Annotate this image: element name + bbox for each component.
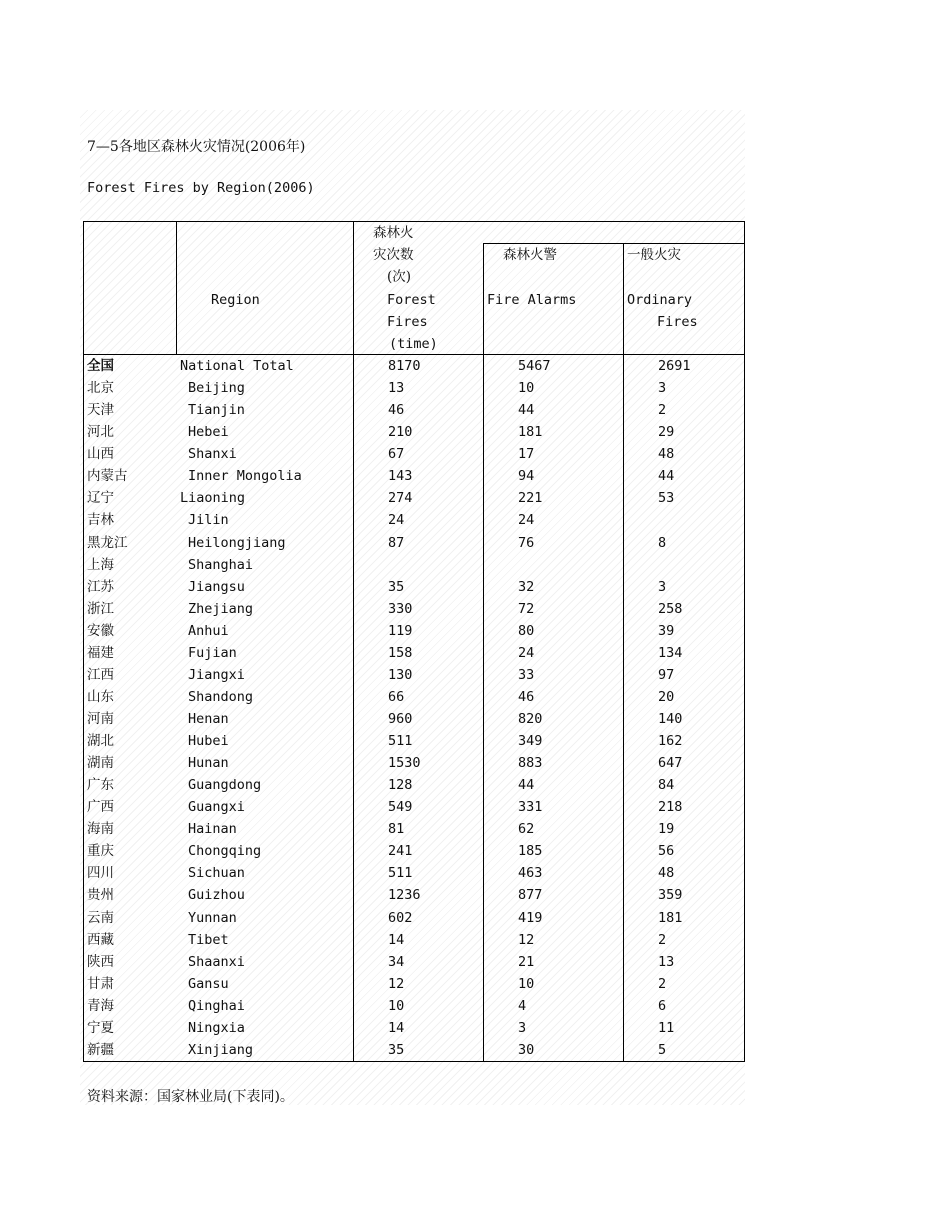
ordinary-fires-value: 258 xyxy=(658,600,683,617)
fire-alarms-value: 181 xyxy=(518,424,543,441)
table-row xyxy=(0,554,950,576)
table-row xyxy=(0,818,950,840)
region-name-english: Shanxi xyxy=(188,446,237,463)
region-name-english: Chongqing xyxy=(188,843,262,860)
region-name-chinese: 湖北 xyxy=(87,733,114,749)
table-row xyxy=(0,1039,950,1061)
ordinary-fires-value: 2691 xyxy=(658,358,691,374)
region-name-chinese: 天津 xyxy=(87,402,114,419)
table-title-chinese: 7—5各地区森林火灾情况(2006年) xyxy=(87,139,306,155)
table-row xyxy=(0,642,950,664)
ordinary-fires-value: 162 xyxy=(658,733,683,749)
region-name-chinese: 江苏 xyxy=(87,578,114,595)
forest-fires-value: 24 xyxy=(388,512,405,529)
ordinary-fires-value: 53 xyxy=(658,490,675,507)
region-name-english: Hubei xyxy=(188,733,229,749)
forest-fires-value: 81 xyxy=(388,821,405,838)
fire-alarms-value: 463 xyxy=(518,865,543,882)
header-ordinary-fires-cn: 一般火灾 xyxy=(627,247,681,263)
forest-fires-value: 35 xyxy=(388,578,405,595)
table-row xyxy=(0,532,950,554)
region-name-english: Yunnan xyxy=(188,909,237,926)
forest-fires-value: 960 xyxy=(388,711,413,727)
header-ordinary-fires-en-1: Ordinary xyxy=(627,292,693,308)
fire-alarms-value: 12 xyxy=(518,931,535,948)
fire-alarms-value: 30 xyxy=(518,1041,535,1058)
header-forest-fires-en-2: Fires xyxy=(387,314,428,330)
region-name-english: Guangdong xyxy=(188,777,262,794)
region-name-chinese: 内蒙古 xyxy=(87,468,128,485)
ordinary-fires-value: 20 xyxy=(658,688,675,705)
region-name-chinese: 福建 xyxy=(87,644,114,661)
region-name-english: Anhui xyxy=(188,622,229,639)
ordinary-fires-value: 181 xyxy=(658,909,683,926)
region-name-english: National Total xyxy=(180,358,294,374)
forest-fires-value: 87 xyxy=(388,534,405,551)
table-row xyxy=(0,907,950,929)
region-name-chinese: 浙江 xyxy=(87,600,114,617)
forest-fires-value: 14 xyxy=(388,931,405,948)
table-row xyxy=(0,796,950,818)
region-name-chinese: 重庆 xyxy=(87,843,114,860)
ordinary-fires-value: 218 xyxy=(658,799,683,816)
ordinary-fires-value: 359 xyxy=(658,887,683,904)
region-name-chinese: 青海 xyxy=(87,997,114,1014)
region-name-chinese: 新疆 xyxy=(87,1041,114,1058)
region-name-english: Jiangxi xyxy=(188,666,245,683)
forest-fires-value: 143 xyxy=(388,468,413,485)
table-row xyxy=(0,840,950,862)
region-name-english: Gansu xyxy=(188,975,229,992)
fire-alarms-value: 877 xyxy=(518,887,543,904)
table-row xyxy=(0,752,950,774)
fire-alarms-value: 33 xyxy=(518,666,535,683)
table-row xyxy=(0,664,950,686)
region-name-english: Jilin xyxy=(188,512,229,529)
forest-fires-value: 119 xyxy=(388,622,413,639)
ordinary-fires-value: 8 xyxy=(658,534,667,551)
forest-fires-value: 130 xyxy=(388,666,413,683)
ordinary-fires-value: 29 xyxy=(658,424,675,441)
table-row xyxy=(0,576,950,598)
header-forest-fires-en-1: Forest xyxy=(387,292,436,308)
table-row xyxy=(0,487,950,509)
region-name-chinese: 辽宁 xyxy=(87,490,114,507)
source-note: 资料来源：国家林业局(下表同)。 xyxy=(87,1089,294,1105)
forest-fires-value: 1530 xyxy=(388,755,421,772)
region-name-chinese: 江西 xyxy=(87,666,114,683)
table-row xyxy=(0,443,950,465)
header-fire-alarms-cn: 森林火警 xyxy=(503,247,557,263)
ordinary-fires-value: 11 xyxy=(658,1019,675,1036)
forest-fires-value: 511 xyxy=(388,733,413,749)
table-row xyxy=(0,377,950,399)
header-forest-fires-cn-1: 森林火 xyxy=(373,225,414,241)
region-name-chinese: 吉林 xyxy=(87,512,114,529)
header-region: Region xyxy=(211,292,260,308)
table-row xyxy=(0,620,950,642)
region-name-english: Jiangsu xyxy=(188,578,245,595)
region-name-chinese: 山东 xyxy=(87,688,114,705)
ordinary-fires-value: 2 xyxy=(658,402,667,419)
fire-alarms-value: 820 xyxy=(518,711,543,727)
region-name-english: Henan xyxy=(188,711,229,727)
ordinary-fires-value: 2 xyxy=(658,975,667,992)
header-forest-fires-en-3: (time) xyxy=(389,336,438,352)
fire-alarms-value: 80 xyxy=(518,622,535,639)
fire-alarms-value: 883 xyxy=(518,755,543,772)
table-row xyxy=(0,929,950,951)
region-name-chinese: 宁夏 xyxy=(87,1019,114,1036)
ordinary-fires-value: 84 xyxy=(658,777,675,794)
ordinary-fires-value: 48 xyxy=(658,446,675,463)
forest-fires-value: 8170 xyxy=(388,358,421,374)
forest-fires-value: 549 xyxy=(388,799,413,816)
ordinary-fires-value: 44 xyxy=(658,468,675,485)
forest-fires-value: 330 xyxy=(388,600,413,617)
ordinary-fires-value: 3 xyxy=(658,578,667,595)
forest-fires-value: 158 xyxy=(388,644,413,661)
region-name-english: Hunan xyxy=(188,755,229,772)
region-name-english: Qinghai xyxy=(188,997,245,1014)
region-name-chinese: 山西 xyxy=(87,446,114,463)
region-name-chinese: 河北 xyxy=(87,424,114,441)
forest-fires-value: 12 xyxy=(388,975,405,992)
fire-alarms-value: 5467 xyxy=(518,358,551,374)
region-name-chinese: 广东 xyxy=(87,777,114,794)
ordinary-fires-value: 13 xyxy=(658,953,675,970)
region-name-chinese: 广西 xyxy=(87,799,114,816)
fire-alarms-value: 10 xyxy=(518,380,535,397)
fire-alarms-value: 4 xyxy=(518,997,527,1014)
ordinary-fires-value: 5 xyxy=(658,1041,667,1058)
table-row xyxy=(0,399,950,421)
region-name-chinese: 湖南 xyxy=(87,755,114,772)
region-name-chinese: 安徽 xyxy=(87,622,114,639)
region-name-english: Ningxia xyxy=(188,1019,245,1036)
region-name-english: Guangxi xyxy=(188,799,245,816)
fire-alarms-value: 10 xyxy=(518,975,535,992)
ordinary-fires-value: 19 xyxy=(658,821,675,838)
region-name-chinese: 黑龙江 xyxy=(87,534,128,551)
table-row xyxy=(0,598,950,620)
region-name-english: Tianjin xyxy=(188,402,245,419)
region-name-chinese: 陕西 xyxy=(87,953,114,970)
forest-fires-value: 511 xyxy=(388,865,413,882)
region-name-english: Shanghai xyxy=(188,556,254,573)
forest-fires-value: 46 xyxy=(388,402,405,419)
region-name-chinese: 四川 xyxy=(87,865,114,882)
table-row xyxy=(0,862,950,884)
ordinary-fires-value: 56 xyxy=(658,843,675,860)
forest-fires-value: 34 xyxy=(388,953,405,970)
fire-alarms-value: 32 xyxy=(518,578,535,595)
ordinary-fires-value: 97 xyxy=(658,666,675,683)
ordinary-fires-value: 3 xyxy=(658,380,667,397)
fire-alarms-value: 76 xyxy=(518,534,535,551)
ordinary-fires-value: 48 xyxy=(658,865,675,882)
header-fire-alarms-en: Fire Alarms xyxy=(487,292,577,308)
fire-alarms-value: 331 xyxy=(518,799,543,816)
fire-alarms-value: 349 xyxy=(518,733,543,749)
fire-alarms-value: 185 xyxy=(518,843,543,860)
forest-fires-value: 274 xyxy=(388,490,413,507)
region-name-english: Shaanxi xyxy=(188,953,245,970)
region-name-english: Guizhou xyxy=(188,887,245,904)
ordinary-fires-value: 140 xyxy=(658,711,683,727)
table-row xyxy=(0,686,950,708)
region-name-english: Fujian xyxy=(188,644,237,661)
fire-alarms-value: 21 xyxy=(518,953,535,970)
region-name-english: Hebei xyxy=(188,424,229,441)
fire-alarms-value: 17 xyxy=(518,446,535,463)
ordinary-fires-value: 6 xyxy=(658,997,667,1014)
table-row xyxy=(0,509,950,531)
region-name-english: Heilongjiang xyxy=(188,534,286,551)
table-row xyxy=(0,995,950,1017)
fire-alarms-value: 94 xyxy=(518,468,535,485)
region-name-english: Sichuan xyxy=(188,865,245,882)
region-name-english: Beijing xyxy=(188,380,245,397)
table-row xyxy=(0,421,950,443)
forest-fires-value: 1236 xyxy=(388,887,421,904)
table-title-english: Forest Fires by Region(2006) xyxy=(87,180,315,196)
forest-fires-value: 66 xyxy=(388,688,405,705)
region-name-english: Shandong xyxy=(188,688,254,705)
forest-fires-value: 602 xyxy=(388,909,413,926)
fire-alarms-value: 46 xyxy=(518,688,535,705)
forest-fires-value: 35 xyxy=(388,1041,405,1058)
region-name-chinese: 贵州 xyxy=(87,887,114,904)
region-name-english: Hainan xyxy=(188,821,237,838)
fire-alarms-value: 24 xyxy=(518,644,535,661)
table-row xyxy=(0,1017,950,1039)
region-column-rule xyxy=(176,221,177,355)
table-row xyxy=(0,355,950,377)
table-row xyxy=(0,465,950,487)
fire-alarms-value: 221 xyxy=(518,490,543,507)
region-name-chinese: 海南 xyxy=(87,821,114,838)
region-name-chinese: 全国 xyxy=(87,358,114,374)
table-row xyxy=(0,730,950,752)
region-name-chinese: 甘肃 xyxy=(87,975,114,992)
table-top-border xyxy=(83,221,745,222)
fire-alarms-value: 62 xyxy=(518,821,535,838)
region-name-english: Inner Mongolia xyxy=(188,468,302,485)
header-forest-fires-cn-3: (次) xyxy=(387,269,412,285)
forest-fires-value: 128 xyxy=(388,777,413,794)
region-name-chinese: 云南 xyxy=(87,909,114,926)
region-name-chinese: 河南 xyxy=(87,711,114,727)
table-row xyxy=(0,708,950,730)
ordinary-fires-value: 647 xyxy=(658,755,683,772)
forest-fires-value: 67 xyxy=(388,446,405,463)
fire-alarms-value: 419 xyxy=(518,909,543,926)
table-bottom-border xyxy=(83,1061,745,1062)
region-name-english: Tibet xyxy=(188,931,229,948)
forest-fires-value: 10 xyxy=(388,997,405,1014)
fire-alarms-value: 44 xyxy=(518,402,535,419)
region-name-chinese: 西藏 xyxy=(87,931,114,948)
table-row xyxy=(0,951,950,973)
region-name-english: Liaoning xyxy=(180,490,246,507)
region-name-english: Xinjiang xyxy=(188,1041,254,1058)
region-name-chinese: 上海 xyxy=(87,556,114,573)
table-row xyxy=(0,774,950,796)
header-ordinary-fires-en-2: Fires xyxy=(657,314,698,330)
ordinary-fires-value: 39 xyxy=(658,622,675,639)
forest-fires-value: 241 xyxy=(388,843,413,860)
forest-fires-value: 14 xyxy=(388,1019,405,1036)
ordinary-fires-value: 2 xyxy=(658,931,667,948)
fire-alarms-value: 44 xyxy=(518,777,535,794)
table-row xyxy=(0,973,950,995)
forest-fires-value: 210 xyxy=(388,424,413,441)
fire-alarms-value: 72 xyxy=(518,600,535,617)
header-forest-fires-cn-2: 灾次数 xyxy=(373,247,414,263)
table-row xyxy=(0,884,950,906)
region-name-english: Zhejiang xyxy=(188,600,254,617)
fire-alarms-value: 24 xyxy=(518,512,535,529)
region-name-chinese: 北京 xyxy=(87,380,114,397)
fire-alarms-value: 3 xyxy=(518,1019,527,1036)
forest-fires-value: 13 xyxy=(388,380,405,397)
ordinary-fires-value: 134 xyxy=(658,644,683,661)
